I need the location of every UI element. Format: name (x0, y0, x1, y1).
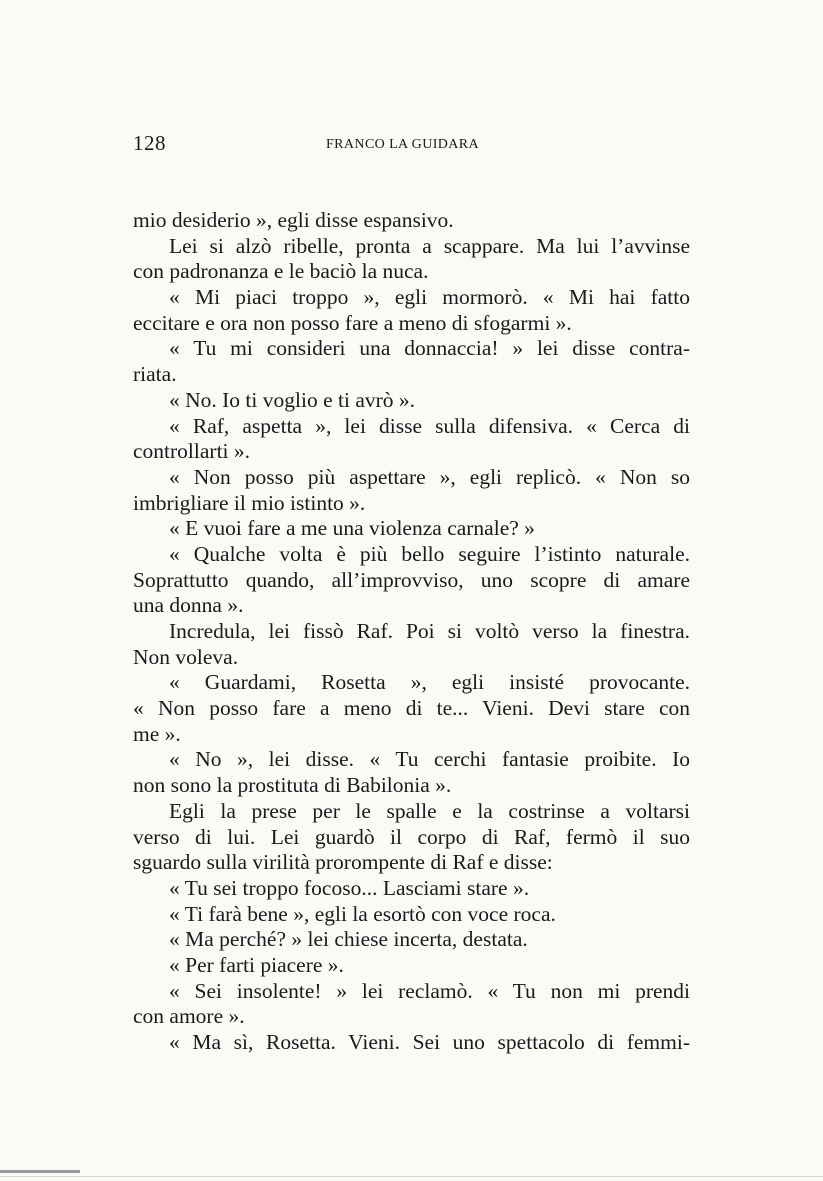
running-head: FRANCO LA GUIDARA (326, 137, 480, 152)
text-line: me ». (133, 721, 181, 746)
text-line: riata. (133, 362, 177, 387)
text-line: « Qualche volta è più bello seguire l’istinto naturale. (169, 541, 690, 566)
text-line: « Non posso più aspettare », egli replicò. « Non so (169, 464, 690, 489)
text-line: una donna ». (133, 593, 244, 618)
text-line: eccitare e ora non posso fare a meno di sfogarmi ». (133, 310, 572, 335)
text-line: « No. Io ti voglio e ti avrò ». (169, 387, 416, 412)
body-text (133, 208, 690, 1056)
text-line: Lei si alzò ribelle, pronta a scappare. Ma lui l’avvinse (169, 233, 690, 258)
text-line: sguardo sulla virilità prorompente di Raf e disse: (133, 850, 553, 875)
text-line: Non voleva. (133, 644, 239, 669)
scan-edge-line (0, 1176, 823, 1177)
text-line: « Per farti piacere ». (169, 952, 344, 977)
text-line: con padronanza e le baciò la nuca. (133, 259, 429, 284)
text-line: con amore ». (133, 1004, 245, 1029)
text-line: controllarti ». (133, 439, 251, 464)
text-line: mio desiderio », egli disse espansivo. (133, 208, 454, 232)
text-line: « Non posso fare a meno di te... Vieni. Devi stare con (133, 696, 690, 721)
text-line: verso di lui. Lei guardò il corpo di Raf, fermò il suo (133, 824, 690, 849)
page-header (133, 131, 690, 161)
text-line: « Guardami, Rosetta », egli insisté provocante. (169, 670, 690, 695)
text-line: « Tu sei troppo focoso... Lasciami stare ». (169, 875, 530, 900)
text-line: « Ma sì, Rosetta. Vieni. Sei uno spettacolo di femmi- (169, 1030, 690, 1054)
text-line: « E vuoi fare a me una violenza carnale? » (169, 516, 535, 541)
page-number: 128 (133, 131, 166, 155)
text-line: « No », lei disse. « Tu cerchi fantasie proibite. Io (169, 747, 690, 772)
text-line: non sono la prostituta di Babilonia ». (133, 773, 452, 798)
text-line: imbrigliare il mio istinto ». (133, 490, 366, 515)
text-line: Soprattutto quando, all’improvviso, uno scopre di amare (133, 567, 690, 592)
text-line: « Ti farà bene », egli la esortò con voce roca. (169, 901, 556, 926)
text-line: « Mi piaci troppo », egli mormorò. « Mi hai fatto (169, 285, 690, 310)
text-line: « Ma perché? » lei chiese incerta, destata. (169, 927, 528, 952)
text-line: « Raf, aspetta », lei disse sulla difensiva. « Cerca di (169, 413, 690, 438)
text-line: Egli la prese per le spalle e la costrinse a voltarsi (169, 798, 690, 823)
scan-edge-mark (0, 1170, 80, 1173)
text-line: Incredula, lei fissò Raf. Poi si voltò verso la finestra. (169, 619, 690, 643)
text-line: « Sei insolente! » lei reclamò. « Tu non mi prendi (169, 978, 690, 1003)
text-line: « Tu mi consideri una donnaccia! » lei disse contra- (169, 336, 690, 361)
